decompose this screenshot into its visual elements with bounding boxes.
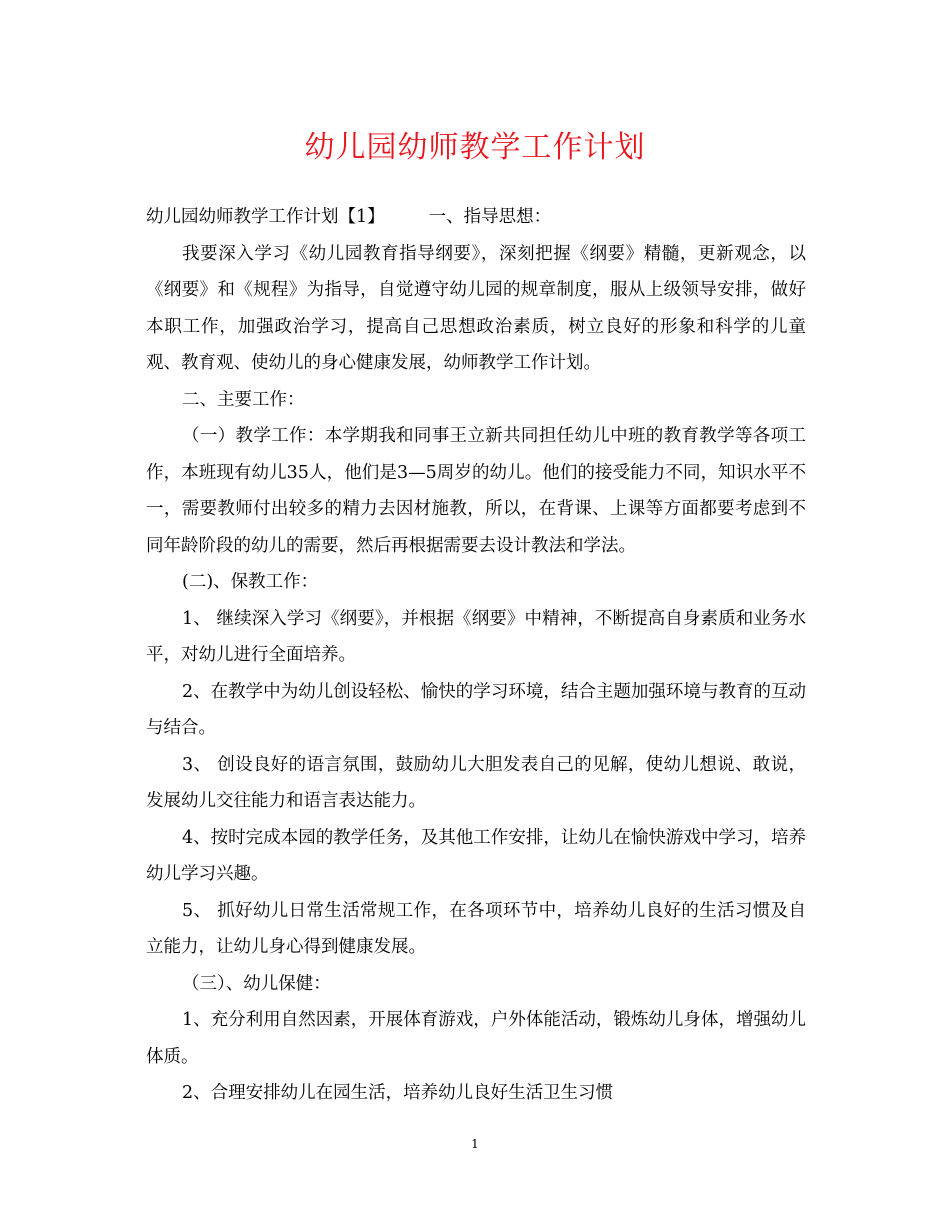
list-item-3: 3、 创设良好的语言氛围，鼓励幼儿大胆发表自己的见解，使幼儿想说、敢说，发展幼儿交往能力和语言表达能力。 xyxy=(146,754,806,811)
list-item-1: 1、 继续深入学习《纲要》，并根据《纲要》中精神，不断提高自身素质和业务水平，对幼儿进行全面培养。 xyxy=(146,608,806,665)
list-item-5: 5、 抓好幼儿日常生活常规工作，在各项环节中，培养幼儿良好的生活习惯及自立能力，让幼儿身心得到健康发展。 xyxy=(146,900,806,957)
document-title: 幼儿园幼师教学工作计划 xyxy=(304,130,646,165)
heading-guiding-ideology: 一、指导思想： xyxy=(428,207,552,227)
page-number: 1 xyxy=(471,1137,479,1151)
health-item-2: 2、合理安排幼儿在园生活，培养幼儿良好生活卫生习惯 xyxy=(182,1083,614,1103)
heading-main-work: 二、主要工作： xyxy=(182,389,305,410)
list-item-4: 4、按时完成本园的教学任务，及其他工作安排，让幼儿在愉快游戏中学习，培养幼儿学习兴趣。 xyxy=(146,827,806,884)
heading-care-education: (二)、保教工作： xyxy=(182,572,319,592)
document-body xyxy=(146,199,806,1112)
paragraph-teaching-work: （一）教学工作：本学期我和同事王立新共同担任幼儿中班的教育教学等各项工作，本班现有幼儿35人，他们是3—5周岁的幼儿。他们的接受能力不同，知识水平不一，需要教师付出较多的精力去因材施教，所以，在背课、上课等方面都要考虑到不同年龄阶段的幼儿的需要，然后再根据需要去设计教法和学法。 xyxy=(146,426,806,556)
health-item-1: 1、充分利用自然因素，开展体育游戏，户外体能活动，锻炼幼儿身体，增强幼儿体质。 xyxy=(146,1010,806,1067)
plan-subtitle: 幼儿园幼师教学工作计划【1】 xyxy=(146,207,385,227)
list-item-2: 2、在教学中为幼儿创设轻松、愉快的学习环境，结合主题加强环境与教育的互动与结合。 xyxy=(146,681,806,738)
section-header-line xyxy=(146,199,806,236)
heading-child-health: （三）、幼儿保健： xyxy=(182,973,331,994)
paragraph-guiding-ideology: 我要深入学习《幼儿园教育指导纲要》，深刻把握《纲要》精髓，更新观念，以《纲要》和《规程》为指导，自觉遵守幼儿园的规章制度，服从上级领导安排，做好本职工作，加强政治学习，提高自己思想政治素质，树立良好的形象和科学的儿童观、教育观、使幼儿的身心健康发展，幼师教学工作计划。 xyxy=(146,243,806,373)
